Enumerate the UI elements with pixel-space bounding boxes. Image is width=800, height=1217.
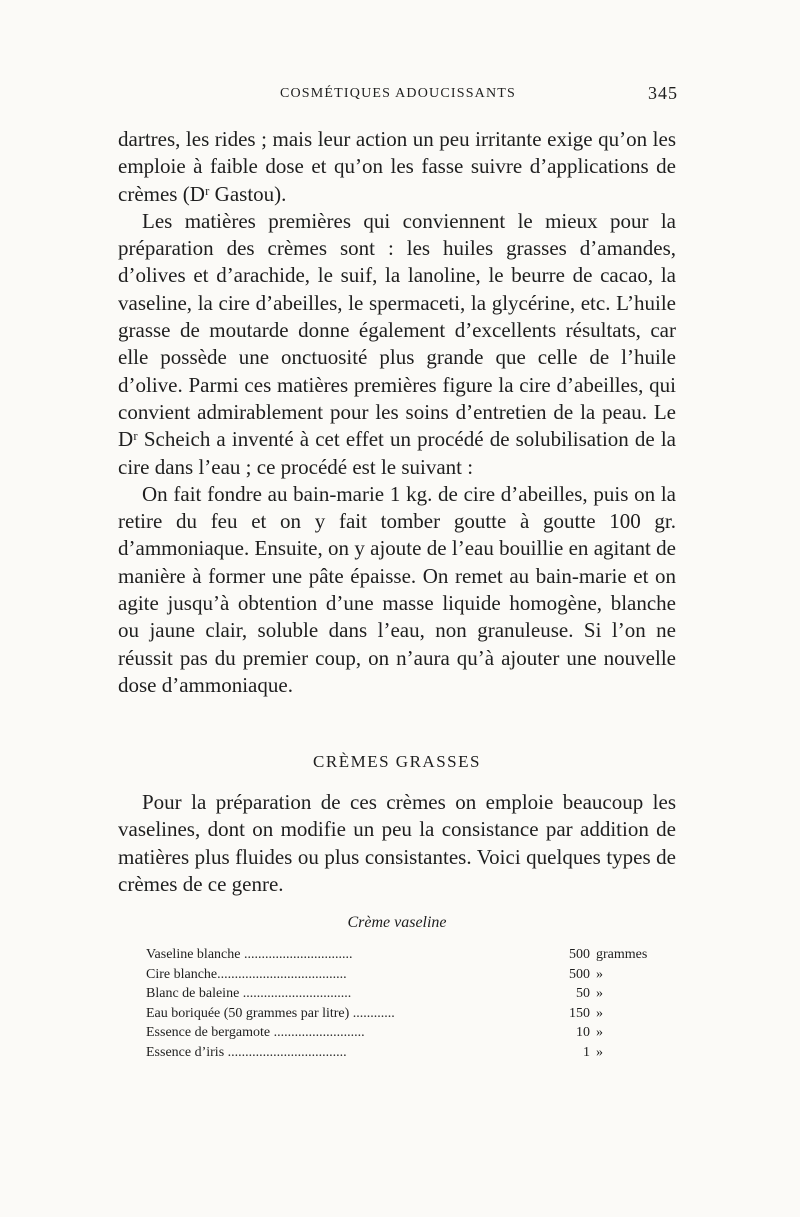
ingredient-quantity: 500 <box>569 966 590 982</box>
recipe-table <box>146 945 646 1063</box>
paragraph: Pour la préparation de ces crèmes on emploie beaucoup les vaselines, dont on modifie un peu la consistance par addition de matières plus fluides ou plus consistantes. Voici quelques types de crèmes de ce genre. <box>118 790 676 896</box>
ingredient-unit: » <box>596 1005 603 1021</box>
ingredient-quantity: 1 <box>583 1044 590 1060</box>
ingredient-quantity: 150 <box>569 1005 590 1021</box>
ingredient-unit: » <box>596 1044 603 1060</box>
recipe-row <box>146 984 646 1004</box>
paragraph: dartres, les rides ; mais leur action un peu irritante exige qu’on les emploie à faible dose et qu’on les fasse suivre d’applications de crèmes (Dʳ Gastou). <box>118 127 676 206</box>
recipe-row <box>146 965 646 985</box>
ingredient-unit: » <box>596 966 603 982</box>
ingredient-quantity: 10 <box>576 1025 590 1041</box>
paragraph: Les matières premières qui conviennent le mieux pour la préparation des crèmes sont : les huiles grasses d’amandes, d’olives et d’arachide, le suif, la lanoline, le beurre de cacao, la vaseline, la cire d’abeilles, le spermaceti, la glycérine, etc. L’huile grasse de moutarde donne également d’excellents résultats, car elle possède une onctuosité plus grande que celle de l’huile d’olive. Parmi ces matières premières figure la cire d’abeilles, qui convient admirablement pour les soins d’entretien de la peau. Le Dʳ Scheich a inventé à cet effet un procédé de solubilisation de la cire dans l’eau ; ce procédé est le suivant : <box>118 208 676 479</box>
section-text <box>118 789 676 898</box>
ingredient-name: Vaseline blanche ............................... <box>146 947 353 962</box>
recipe-title: Crème vaseline <box>347 914 447 931</box>
ingredient-unit: » <box>596 1025 603 1041</box>
ingredient-name: Essence de bergamote .......................... <box>146 1025 365 1041</box>
ingredient-name: Blanc de baleine ............................... <box>146 986 352 1002</box>
paragraph: On fait fondre au bain-marie 1 kg. de cire d’abeilles, puis on la retire du feu et on y fait tomber goutte à goutte 100 gr. d’ammoniaque. Ensuite, on y ajoute de l’eau bouillie en agitant de manière à former une pâte épaisse. On remet au bain-marie et on agite jusqu’à obtention d’une masse liquide homogène, blanche ou jaune clair, soluble dans l’eau, non granuleuse. Si l’on ne réussit pas du premier coup, on n’aura qu’à ajouter une nouvelle dose d’ammoniaque. <box>118 481 676 697</box>
ingredient-unit: grammes <box>596 947 648 962</box>
ingredient-name: Essence d’iris .................................. <box>146 1044 347 1060</box>
running-head <box>118 83 678 112</box>
body-text <box>118 126 676 699</box>
running-title: COSMÉTIQUES ADOUCISSANTS <box>279 86 517 101</box>
ingredient-name: Eau boriquée (50 grammes par litre) ............ <box>146 1005 395 1021</box>
page-number: 345 <box>648 83 678 103</box>
recipe-row <box>146 1004 646 1024</box>
ingredient-quantity: 500 <box>569 947 590 962</box>
ingredient-quantity: 50 <box>576 986 590 1002</box>
recipe-row <box>146 945 646 965</box>
ingredient-name: Cire blanche..................................... <box>146 966 347 982</box>
ingredient-unit: » <box>596 986 603 1002</box>
section-title: CRÈMES GRASSES <box>313 752 481 771</box>
recipe-row <box>146 1043 646 1063</box>
recipe-row <box>146 1023 646 1043</box>
